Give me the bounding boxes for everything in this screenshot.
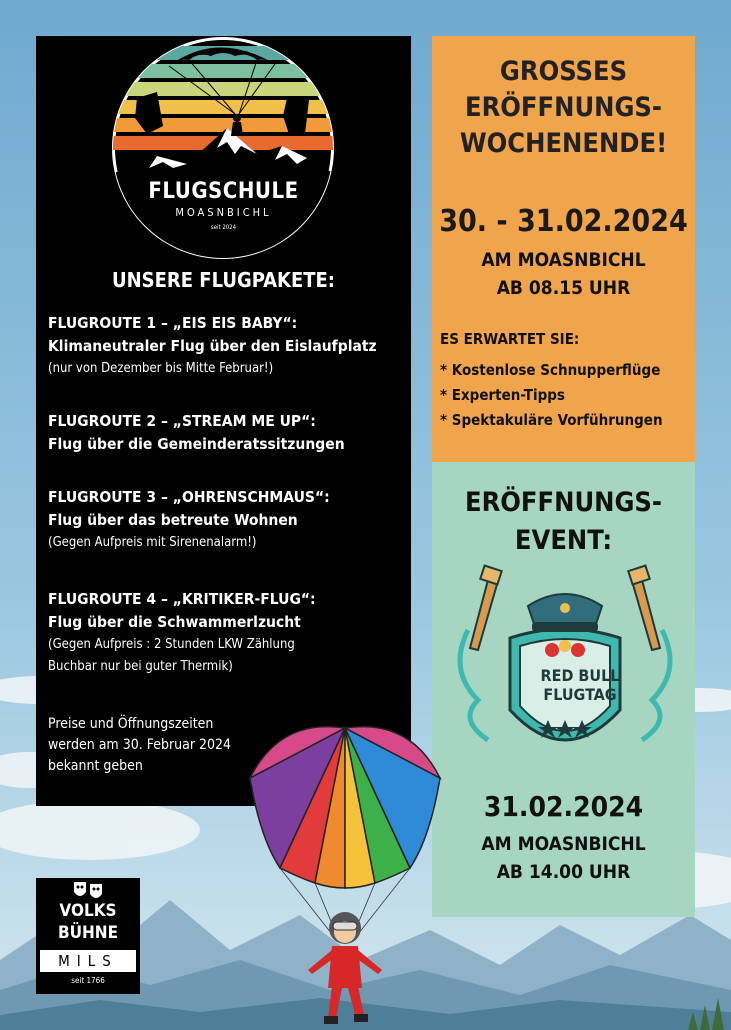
theater-masks-icon xyxy=(72,880,104,900)
logo-subtitle: MOASNBICHL xyxy=(175,206,272,219)
event-location-time xyxy=(432,830,695,886)
weekend-location: AM MOASNBICHL xyxy=(481,249,646,271)
route-description: Flug über die Gemeinderatssitzungen xyxy=(48,435,345,453)
title-line: EVENT: xyxy=(514,525,613,556)
packages-title: UNSERE FLUGPAKETE: xyxy=(111,268,336,292)
flight-packages-panel xyxy=(36,36,411,806)
logo-title: FLUGSCHULE xyxy=(148,179,299,204)
weekend-time: AB 08.15 UHR xyxy=(496,277,631,299)
title-line: ERÖFFNUNGS- xyxy=(464,487,663,518)
name-line: BÜHNE xyxy=(57,923,119,943)
opening-weekend-title xyxy=(432,54,695,162)
flight-route-2 xyxy=(48,410,403,456)
weekend-location-time xyxy=(432,246,695,302)
event-location: AM MOASNBICHL xyxy=(481,833,646,855)
parachutist-illustration xyxy=(240,718,450,1030)
volksbuehne-name xyxy=(36,900,140,944)
name-line: VOLKS xyxy=(59,901,117,921)
badge-line: FLUGTAG xyxy=(543,685,617,704)
flugschule-logo xyxy=(107,36,339,268)
route-description: Klimaneutraler Flug über den Eislaufplatz xyxy=(48,337,377,355)
expect-label: ES ERWARTET SIE: xyxy=(440,330,580,348)
flight-route-3 xyxy=(48,486,403,554)
notice-line: werden am 30. Februar 2024 xyxy=(48,737,232,753)
route-description: Flug über das betreute Wohnen xyxy=(48,511,298,529)
event-time: AB 14.00 UHR xyxy=(496,861,631,883)
weekend-date: 30. - 31.02.2024 xyxy=(439,204,688,239)
route-description: Flug über die Schwammerlzucht xyxy=(48,613,301,631)
route-note: (Gegen Aufpreis mit Sirenenalarm!) xyxy=(48,535,257,550)
notice-line: Preise und Öffnungszeiten xyxy=(48,716,214,732)
route-note: (Gegen Aufpreis : 2 Stunden LKW Zählung xyxy=(48,637,295,652)
expect-list xyxy=(440,358,663,433)
badge-text xyxy=(530,666,630,704)
volksbuehne-since: seit 1766 xyxy=(71,976,105,985)
flight-route-4 xyxy=(48,588,403,678)
list-item: * Spektakuläre Vorführungen xyxy=(440,411,663,429)
route-headline: FLUGROUTE 2 – „STREAM ME UP“: xyxy=(48,412,316,430)
flight-route-1 xyxy=(48,312,403,380)
route-headline: FLUGROUTE 1 – „EIS EIS BABY“: xyxy=(48,314,298,332)
route-note: (nur von Dezember bis Mitte Februar!) xyxy=(48,361,274,376)
list-item: * Kostenlose Schnupperflüge xyxy=(440,361,661,379)
title-line: GROSSES xyxy=(499,56,628,87)
route-note: Buchbar nur bei guter Thermik) xyxy=(48,659,233,674)
opening-weekend-panel xyxy=(432,36,695,462)
route-headline: FLUGROUTE 4 – „KRITIKER-FLUG“: xyxy=(48,590,316,608)
list-item: * Experten-Tipps xyxy=(440,386,565,404)
logo-since: seit 2024 xyxy=(210,224,237,231)
prices-notice xyxy=(48,714,231,777)
route-headline: FLUGROUTE 3 – „OHRENSCHMAUS“: xyxy=(48,488,330,506)
volksbuehne-mils-logo xyxy=(36,878,140,994)
opening-event-title xyxy=(432,484,695,560)
title-line: ERÖFFNUNGS- xyxy=(464,92,663,123)
volksbuehne-place: MILS xyxy=(40,950,136,972)
badge-line: RED BULL xyxy=(540,666,620,685)
event-date: 31.02.2024 xyxy=(483,790,644,823)
opening-event-panel xyxy=(432,462,695,917)
title-line: WOCHENENDE! xyxy=(459,128,668,159)
notice-line: bekannt geben xyxy=(48,758,143,774)
